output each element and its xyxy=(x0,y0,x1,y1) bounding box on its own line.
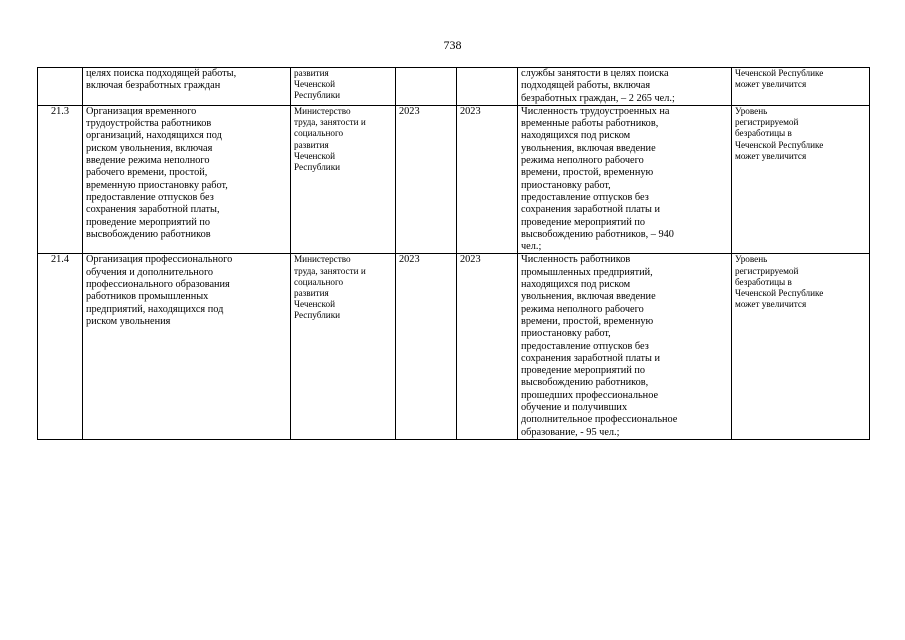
end-year-cell: 2023 xyxy=(457,105,518,254)
measure-cell: Организация временного трудоустройства работников организаций, находящихся под риском увольнения, включая введение режима неполного рабочего времени, простой, временную приостановку работ, предоставление отпусков без сохранения заработной платы, проведение мероприятий по высвобождению работников xyxy=(83,105,291,254)
result-cell: Уровень регистрируемой безработицы в Чеченской Республике может увеличится xyxy=(732,254,870,439)
measure-cell: Организация профессионального обучения и дополнительного профессионального образования работников промышленных предприятий, находящихся под риском увольнения xyxy=(83,254,291,439)
result-cell: Уровень регистрируемой безработицы в Чеченской Республике может увеличится xyxy=(732,105,870,254)
row-number-cell xyxy=(38,68,83,106)
executor-cell: Министерство труда, занятости и социального развития Чеченской Республики xyxy=(291,105,396,254)
start-year-cell: 2023 xyxy=(396,105,457,254)
start-year-cell xyxy=(396,68,457,106)
end-year-cell xyxy=(457,68,518,106)
measures-table xyxy=(37,67,870,440)
indicator-cell: службы занятости в целях поиска подходящей работы, включая безработных граждан, – 2 265 чел.; xyxy=(518,68,732,106)
executor-cell: Министерство труда, занятости и социального развития Чеченской Республики xyxy=(291,254,396,439)
measure-cell: целях поиска подходящей работы, включая безработных граждан xyxy=(83,68,291,106)
table-row xyxy=(38,68,870,106)
indicator-cell: Численность работников промышленных предприятий, находящихся под риском увольнения, включая введение режима неполного рабочего времени, простой, временную приостановку работ, предоставление отпусков без сохранения заработной платы и проведение мероприятий по высвобождению работников, прошедших профессиональное обучение и получивших дополнительное профессиональное образование, - 95 чел.; xyxy=(518,254,732,439)
executor-cell: развития Чеченской Республики xyxy=(291,68,396,106)
row-number-cell: 21.4 xyxy=(38,254,83,439)
result-cell: Чеченской Республике может увеличится xyxy=(732,68,870,106)
start-year-cell: 2023 xyxy=(396,254,457,439)
end-year-cell: 2023 xyxy=(457,254,518,439)
row-number-cell: 21.3 xyxy=(38,105,83,254)
table-row xyxy=(38,254,870,439)
page-number: 738 xyxy=(443,38,462,52)
table-row xyxy=(38,105,870,254)
indicator-cell: Численность трудоустроенных на временные работы работников, находящихся под риском увольнения, включая введение режима неполного рабочего времени, простой, временную приостановку работ, предоставление отпусков без сохранения заработной платы и проведение мероприятий по высвобождению работников, – 940 чел.; xyxy=(518,105,732,254)
